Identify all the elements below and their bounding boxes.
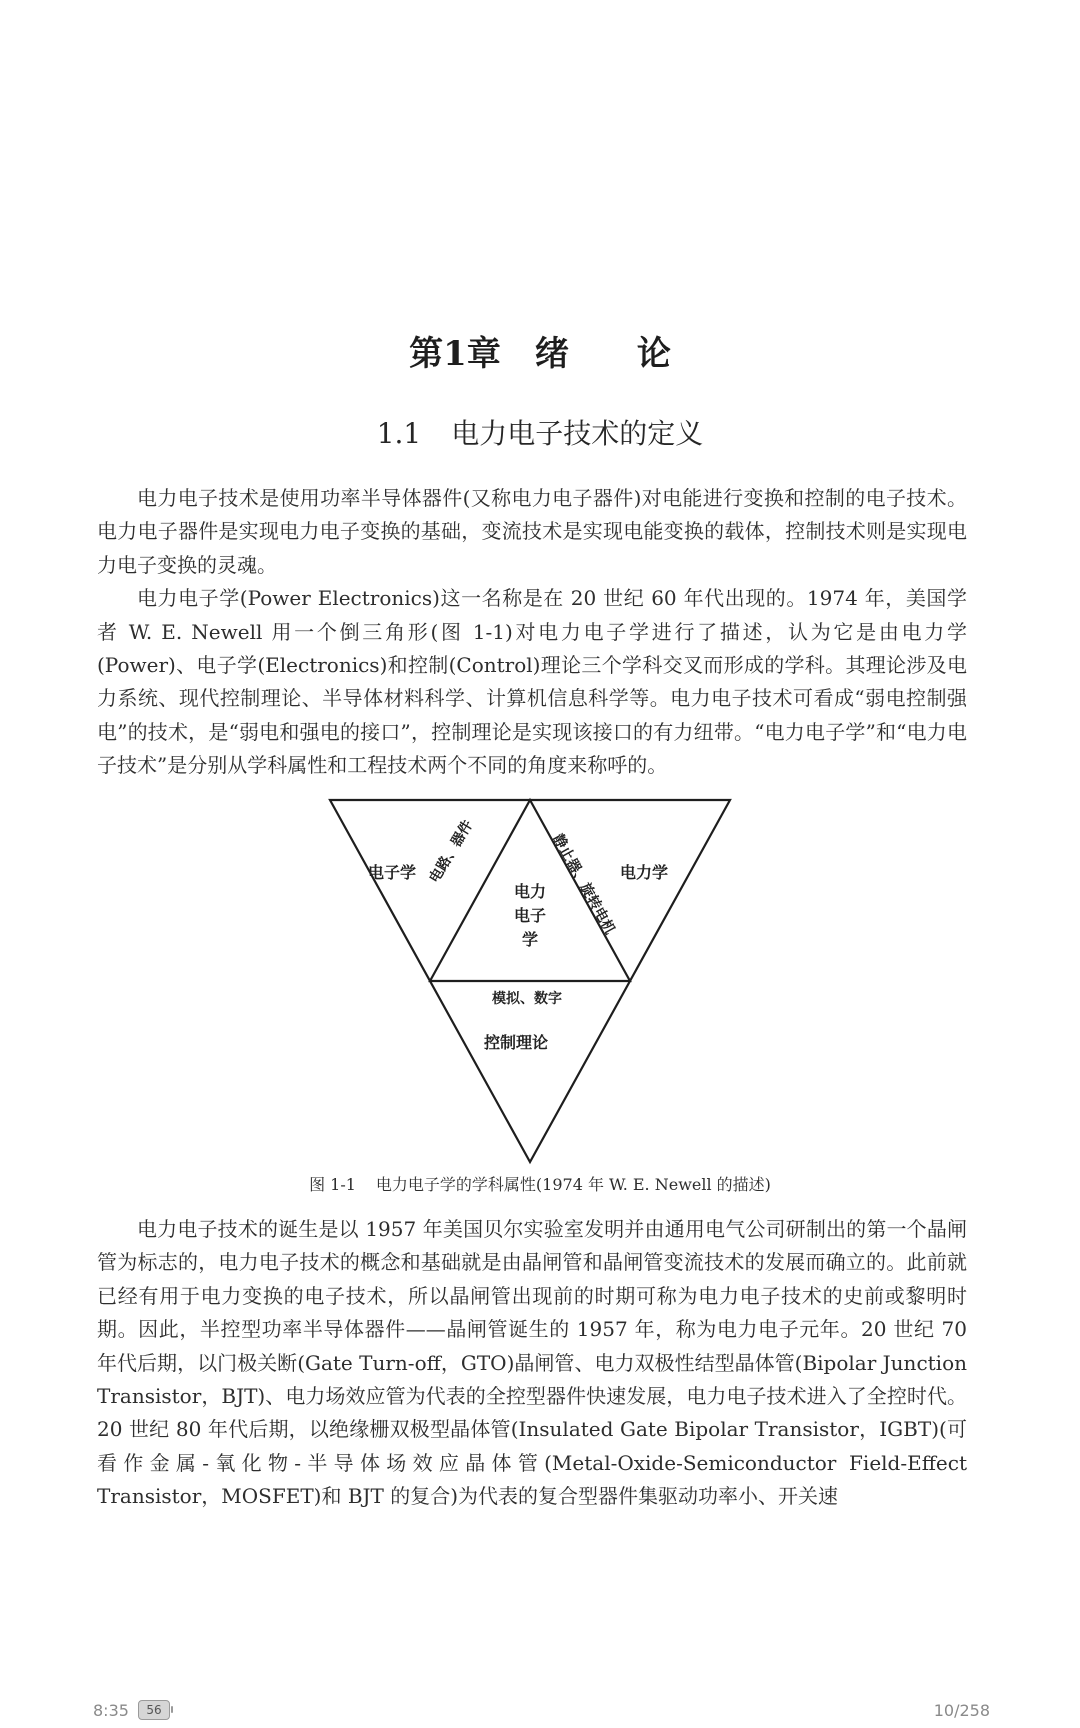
- triangle-diagram: [320, 796, 740, 1166]
- body-text-before-figure: [97, 482, 967, 783]
- edge-label-bottom: 模拟、数字: [492, 991, 562, 1007]
- status-time: 8:35: [93, 1701, 129, 1720]
- paragraph: 电力电子技术的诞生是以 1957 年美国贝尔实验室发明并由通用电气公司研制出的第一个晶闸管为标志的，电力电子技术的概念和基础就是由晶闸管和晶闸管变流技术的发展而确立的。此前就已经有用于电力变换的电子技术，所以晶闸管出现前的时期可称为电力电子技术的史前或黎明时期。因此，半控型功率半导体器件——晶闸管诞生的 1957 年，称为电力电子元年。20 世纪 70 年代后期，以门极关断(Gate Turn-off，GTO)晶闸管、电力双极性结型晶体管(Bipolar Junction Transistor，BJT)、电力场效应管为代表的全控型器件快速发展，电力电子技术进入了全控时代。20 世纪 80 年代后期，以绝缘栅双极型晶体管(Insulated Gate Bipolar Transistor，IGBT)(可看作金属-氧化物-半导体场效应晶体管(Metal-Oxide-Semiconductor Field-Effect Transistor，MOSFET)和 BJT 的复合)为代表的复合型器件集驱动功率小、开关速: [97, 1217, 967, 1509]
- edge-label-left: 电路、器件: [426, 817, 477, 886]
- section-number: 1.1: [376, 417, 422, 450]
- figure-number: 图 1-1: [309, 1175, 356, 1194]
- center-label: [500, 880, 560, 952]
- paragraph: 电力电子学(Power Electronics)这一名称是在 20 世纪 60 年代出现的。1974 年，美国学者 W. E. Newell 用一个倒三角形(图 1-1)对电力电子学进行了描述，认为它是由电力学(Power)、电子学(Electronics)和控制(Control)理论三个学科交叉而形成的学科。其理论涉及电力系统、现代控制理论、半导体材料科学、计算机信息科学等。电力电子技术可看成“弱电控制强电”的技术，是“弱电和强电的接口”，控制理论是实现该接口的有力纽带。“电力电子学”和“电力电子技术”是分别从学科属性和工程技术两个不同的角度来称呼的。: [97, 586, 967, 778]
- label-power: 电力学: [620, 863, 669, 882]
- chapter-prefix: 第: [409, 334, 444, 374]
- chapter-title-part2: 论: [636, 334, 671, 374]
- section-title: [0, 412, 1080, 452]
- label-control-theory: 控制理论: [484, 1033, 549, 1052]
- center-line-1: 电力: [513, 882, 546, 901]
- section-title-text: 电力电子技术的定义: [451, 417, 704, 450]
- chapter-title: [0, 326, 1080, 375]
- body-text-after-figure: [97, 1213, 967, 1514]
- paragraph: 电力电子技术是使用功率半导体器件(又称电力电子器件)对电能进行变换和控制的电子技术。电力电子器件是实现电力电子变换的基础，变流技术是实现电能变换的载体，控制技术则是实现电力电子变换的灵魂。: [97, 486, 967, 577]
- figure-caption-text: 电力电子学的学科属性(1974 年 W. E. Newell 的描述): [375, 1175, 771, 1194]
- chapter-suffix: 章: [466, 334, 501, 374]
- page-indicator: 10/258: [933, 1701, 990, 1720]
- label-electronics: 电子学: [368, 863, 417, 882]
- chapter-number: 1: [443, 334, 467, 374]
- center-line-2: 电子: [513, 906, 546, 925]
- battery-icon: 56: [138, 1700, 170, 1720]
- edge-label-right: 静止器、旋转电机: [549, 831, 618, 938]
- figure-caption: [0, 1172, 1080, 1195]
- chapter-title-part1: 绪: [534, 334, 569, 374]
- figure-inverted-triangle: [320, 796, 740, 1166]
- center-line-3: 学: [521, 930, 538, 949]
